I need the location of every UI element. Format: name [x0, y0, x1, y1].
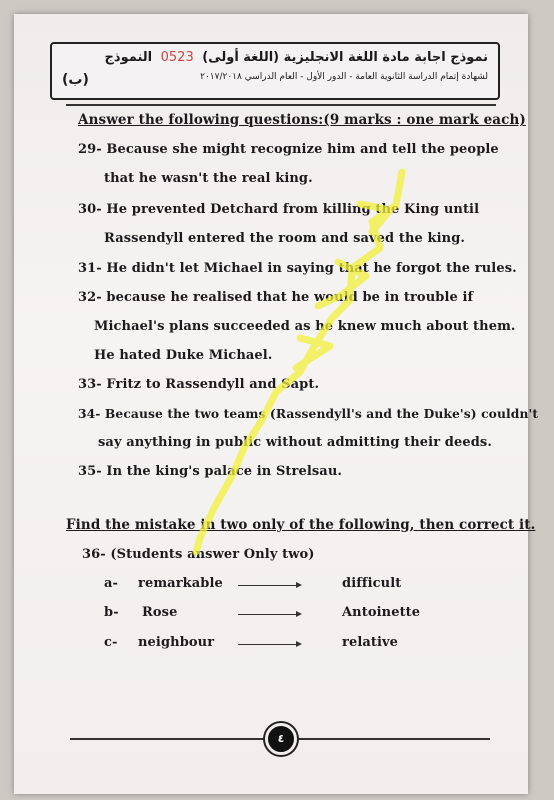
- model-letter: (ب): [62, 72, 89, 88]
- item-letter: b-: [104, 605, 119, 620]
- answer-line: 35- In the king's palace in Strelsau.: [78, 464, 343, 479]
- answer-line: Rassendyll entered the room and saved the king.: [104, 231, 466, 246]
- mistake-word: Rose: [142, 605, 178, 620]
- mistake-word: remarkable: [138, 576, 223, 591]
- answer-line: He hated Duke Michael.: [94, 348, 273, 363]
- answer-line: 33- Fritz to Rassendyll and Sapt.: [78, 377, 320, 392]
- header-subtitle: لشهادة إتمام الدراسة الثانوية العامة - الدور الأول - العام الدراسي ٢٠١٧/٢٠١٨: [200, 72, 488, 82]
- answer-line: 30- He prevented Detchard from killing the King until: [78, 202, 480, 217]
- answer-line: 29- Because she might recognize him and tell the people: [78, 142, 499, 157]
- page-number: ٤: [265, 723, 297, 755]
- item-letter: c-: [104, 635, 118, 650]
- divider: [66, 104, 496, 106]
- header-box: [50, 42, 500, 100]
- model-code: 0523: [160, 50, 194, 65]
- answer-line: 34- Because the two teams (Rassendyll's and the Duke's) couldn't: [78, 406, 539, 421]
- answer-line: Michael's plans succeeded as he knew much about them.: [94, 319, 516, 334]
- answer-sheet: [14, 14, 528, 794]
- mistake-word: neighbour: [138, 635, 215, 650]
- arrow-icon: [238, 614, 300, 615]
- header-title-line: [105, 50, 488, 65]
- question-36: 36- (Students answer Only two): [82, 547, 315, 562]
- section-1-instruction: Answer the following questions:(9 marks : one mark each): [78, 112, 526, 128]
- header-title: نموذج اجابة مادة اللغة الانجليزية (اللغة أولى): [202, 50, 488, 65]
- item-letter: a-: [104, 576, 119, 591]
- model-label: النموذج: [104, 50, 153, 65]
- correction-word: relative: [342, 635, 399, 650]
- correction-word: difficult: [342, 576, 402, 591]
- answer-line: 32- because he realised that he would be in trouble if: [78, 290, 474, 305]
- answer-line: 31- He didn't let Michael in saying that he forgot the rules.: [78, 261, 517, 276]
- correction-word: Antoinette: [342, 605, 421, 620]
- section-2-instruction: Find the mistake in two only of the following, then correct it.: [66, 517, 536, 533]
- answer-line: that he wasn't the real king.: [104, 171, 313, 186]
- answer-line: say anything in public without admitting their deeds.: [98, 435, 492, 450]
- arrow-icon: [238, 585, 300, 586]
- arrow-icon: [238, 644, 300, 645]
